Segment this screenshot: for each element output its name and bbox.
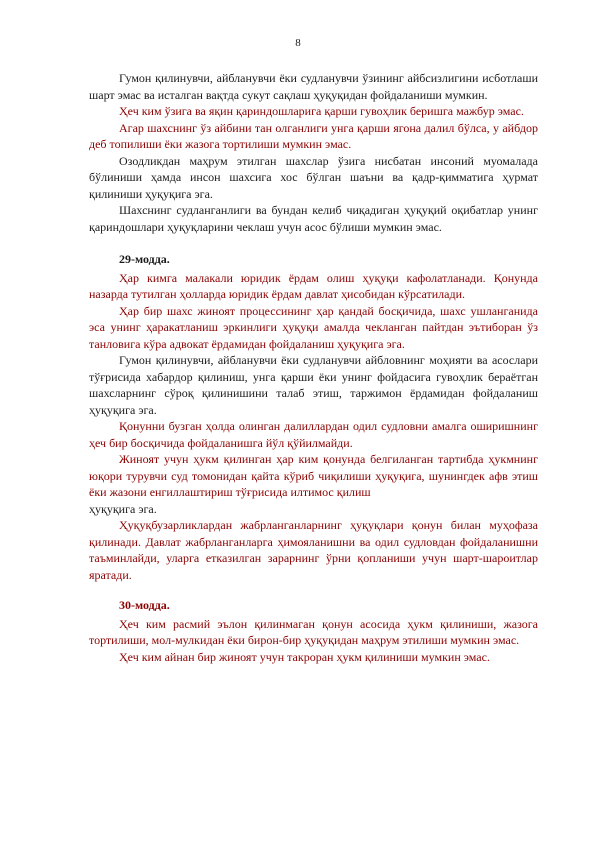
- paragraph-amended: Агар шахснинг ўз айбини тан олганлиги унга қарши ягона далил бўлса, у айбдор деб топилиши ёки жазога тортилиши мумкин эмас.: [89, 120, 538, 151]
- paragraph-amended: Жиноят учун ҳукм қилинган ҳар ким қонунда белгиланган тартибда ҳукмнинг юқори турувчи суд томонидан қайта кўриб чиқилиши ҳуқуқига, шунингдек афв этиш ёки жазони енгиллаштириш тўғрисида илтимос қилиш: [89, 452, 538, 499]
- paragraph-amended: Ҳеч ким ўзига ва яқин қариндошларига қарши гувоҳлик беришга мажбур эмас.: [119, 104, 524, 118]
- article-heading: 30-модда.: [119, 598, 170, 612]
- paragraph-amended: Ҳеч ким расмий эълон қилинмаган қонун асосида ҳукм қилиниши, жазога тортилиши, мол-мулкидан ёки бирон-бир ҳуқуқидан маҳрум этилиши мумкин эмас.: [89, 616, 538, 647]
- page-number: 8: [295, 37, 301, 49]
- paragraph-amended: Ҳар бир шахс жиноят процессининг ҳар қандай босқичида, шахс ушланганида эса унинг ҳаракатланиш эркинлиги ҳуқуқи амалда чекланган пайтдан эътиборан ўз танловига кўра адвокат ёрдамидан фойдаланиш ҳуқуқига эга.: [89, 303, 538, 351]
- paragraph-continuation: ҳуқуқига эга.: [89, 501, 157, 516]
- paragraph: Шахснинг судланганлиги ва бундан келиб чиқадиган ҳуқуқий оқибатлар унинг қариндошлари ҳуқуқларини чеклаш учун асос бўлиши мумкин эмас.: [89, 203, 538, 234]
- paragraph-amended: Қонунни бузган ҳолда олинган далиллардан одил судловни амалга оширишнинг ҳеч бир босқичида фойдаланишга йўл қўйилмайди.: [89, 419, 538, 450]
- paragraph-amended: Ҳар кимга малакали юридик ёрдам олиш ҳуқуқи кафолатланади. Қонунда назарда тутилган ҳолларда юридик ёрдам давлат ҳисобидан кўрсатилади.: [89, 270, 538, 301]
- document-body: [89, 70, 538, 665]
- article-heading: 29-модда.: [119, 252, 170, 266]
- paragraph-amended: Ҳуқуқбузарликлардан жабрланганларнинг ҳуқуқлари қонун билан муҳофаза қилинади. Давлат жабрланганларга ҳимояланишни ва одил судловдан фойдаланишни таъминлайди, уларга етказилган зарарнинг ўрни қопланиши учун шарт-шароитлар яратади.: [89, 518, 538, 582]
- paragraph-amended: Ҳеч ким айнан бир жиноят учун такроран ҳукм қилиниши мумкин эмас.: [119, 649, 490, 664]
- paragraph: Гумон қилинувчи, айбланувчи ёки судланувчи айбловнинг моҳияти ва асослари тўғрисида хабардор қилиниш, унга қарши ёки унинг фойдасига гувоҳлик бераётган шахсларнинг сўроқ қилинишини талаб этиш, таржимон ёрдамидан фойдаланиш ҳуқуқига эга.: [89, 353, 538, 417]
- paragraph: Озодликдан маҳрум этилган шахслар ўзига нисбатан инсоний муомалада бўлиниши ҳамда инсон шахсига хос бўлган шаъни ва қадр-қимматига ҳурмат қилиниши ҳуқуқига эга.: [89, 153, 538, 201]
- paragraph: Гумон қилинувчи, айбланувчи ёки судланувчи ўзининг айбсизлигини исботлаши шарт эмас ва исталган вақтда сукут сақлаш ҳуқуқидан фойдаланиши мумкин.: [89, 71, 538, 102]
